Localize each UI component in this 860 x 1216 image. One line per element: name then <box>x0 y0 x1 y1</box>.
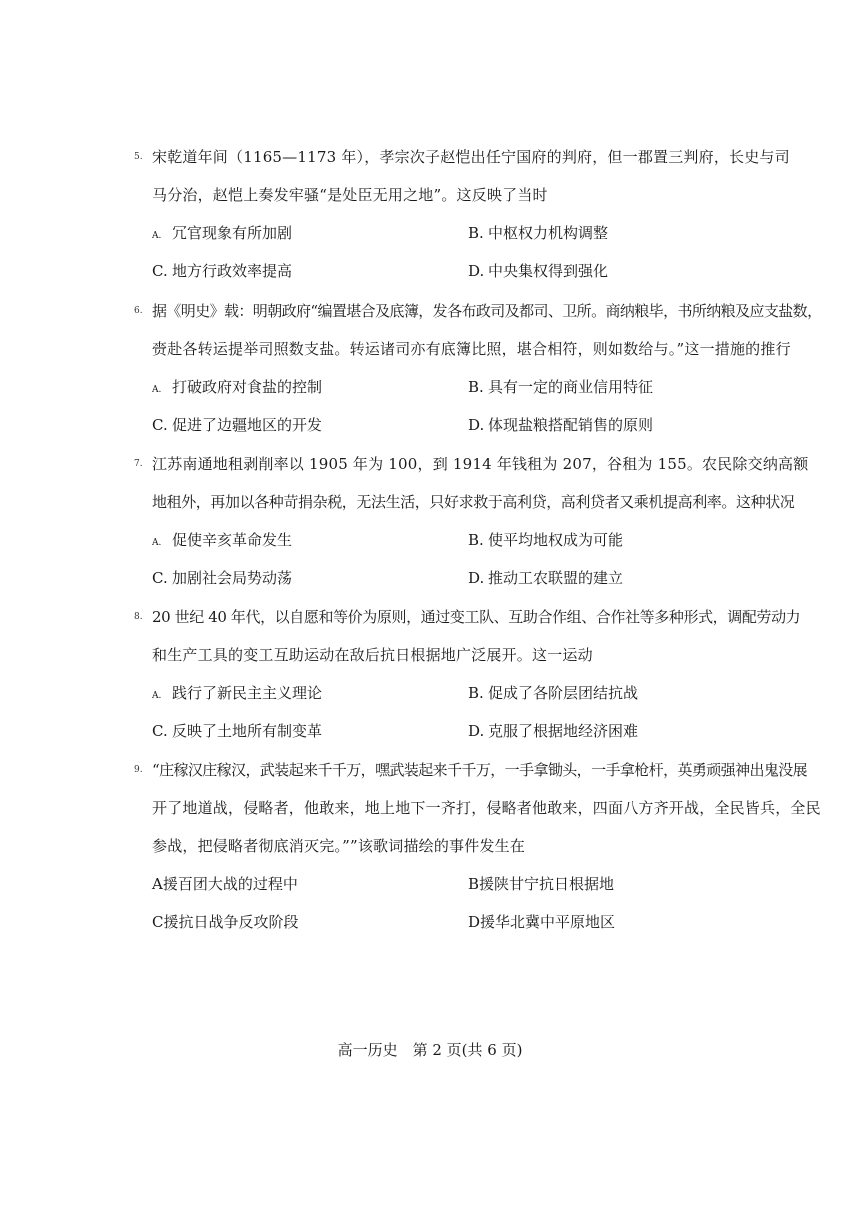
question-number: 5. <box>134 152 143 162</box>
options-grid <box>136 521 776 597</box>
option-text: 体现盐粮搭配销售的原则 <box>488 416 654 434</box>
option-letter: B. <box>468 684 484 702</box>
options-grid <box>136 214 776 290</box>
option-a[interactable] <box>152 214 292 252</box>
question-stem-line: 宋乾道年间（1165—1173 年），孝宗次子赵恺出任宁国府的判府，但一郡置三判府，长史与司 <box>152 148 790 166</box>
option-letter: B援 <box>468 875 495 893</box>
option-a[interactable] <box>152 521 292 559</box>
option-d[interactable] <box>468 406 653 444</box>
option-letter: A. <box>152 385 162 395</box>
option-text: 地方行政效率提高 <box>172 262 293 280</box>
options-grid <box>136 865 776 941</box>
option-text: 具有一定的商业信用特征 <box>488 378 654 396</box>
question-8 <box>134 598 801 750</box>
option-d[interactable] <box>468 559 623 597</box>
question-stem-line: 20 世纪 40 年代，以自愿和等价为原则，通过变工队、互助合作组、合作社等多种形式，调配劳动力 <box>152 608 801 626</box>
option-d[interactable] <box>468 252 608 290</box>
option-d[interactable] <box>468 712 638 750</box>
option-letter: C. <box>152 416 168 434</box>
question-7 <box>134 445 809 597</box>
option-c[interactable] <box>152 559 292 597</box>
option-letter: B. <box>468 531 484 549</box>
option-letter: C. <box>152 569 168 587</box>
option-text: 加剧社会局势动荡 <box>172 569 293 587</box>
option-text: 华北冀中平原地区 <box>495 913 616 931</box>
option-text: 打破政府对食盐的控制 <box>172 378 323 396</box>
option-text: 克服了根据地经济困难 <box>488 722 639 740</box>
option-b[interactable] <box>468 865 614 903</box>
option-a[interactable] <box>152 368 322 406</box>
question-number: 8. <box>134 612 143 622</box>
page-footer: 高一历史 第 2 页(共 6 页) <box>337 1041 523 1059</box>
option-text: 践行了新民主主义理论 <box>172 684 323 702</box>
question-stem-line: 和生产工具的变工互助运动在敌后抗日根据地广泛展开。这一运动 <box>152 646 593 664</box>
question-number: 7. <box>134 459 143 469</box>
question-stem-line: 马分治，赵恺上奏发牢骚“是处臣无用之地”。这反映了当时 <box>152 186 548 204</box>
option-c[interactable] <box>152 712 322 750</box>
option-letter: C. <box>152 262 168 280</box>
option-text: 抗日战争反攻阶段 <box>178 913 299 931</box>
option-letter: A援 <box>152 875 178 893</box>
option-b[interactable] <box>468 368 653 406</box>
option-text: 促使辛亥革命发生 <box>172 531 293 549</box>
option-letter: D援 <box>468 913 496 931</box>
option-text: 中枢权力机构调整 <box>488 224 609 242</box>
question-stem-line: 赍赴各转运提举司照数支盐。转运诸司亦有底簿比照，堪合相符，则如数给与。”这一措施的推行 <box>152 340 791 358</box>
option-letter: B. <box>468 224 484 242</box>
option-a[interactable] <box>152 674 322 712</box>
option-c[interactable] <box>152 252 292 290</box>
question-stem-line: 开了地道战，侵略者，他敢来，地上地下一齐打，侵略者他敢来，四面八方齐开战，全民皆兵，全民 <box>152 799 821 817</box>
option-d[interactable] <box>468 903 615 941</box>
question-stem-line: 据《明史》载：明朝政府“编置堪合及底簿，发各布政司及都司、卫所。商纳粮毕，书所纳粮及应支盐数， <box>152 302 822 320</box>
option-letter: A. <box>152 538 162 548</box>
question-stem-line: 江苏南通地租剥削率以 1905 年为 100，到 1914 年钱租为 207，谷租为 155。农民除交纳高额 <box>152 455 809 473</box>
option-text: 冗官现象有所加剧 <box>172 224 293 242</box>
option-letter: D. <box>468 569 485 587</box>
option-b[interactable] <box>468 674 638 712</box>
option-c[interactable] <box>152 903 299 941</box>
options-grid <box>136 674 776 750</box>
option-letter: C援 <box>152 913 179 931</box>
option-letter: D. <box>468 262 485 280</box>
option-text: 推动工农联盟的建立 <box>488 569 624 587</box>
option-letter: B. <box>468 378 484 396</box>
option-text: 促进了边疆地区的开发 <box>172 416 323 434</box>
option-letter: A. <box>152 231 162 241</box>
option-text: 中央集权得到强化 <box>488 262 609 280</box>
question-stem-line: 参战，把侵略者彻底消灭完。””该歌词描绘的事件发生在 <box>152 837 526 855</box>
option-letter: D. <box>468 722 485 740</box>
question-number: 6. <box>134 306 143 316</box>
option-a[interactable] <box>152 865 298 903</box>
question-stem-line: 地租外，再加以各种苛捐杂税，无法生活，只好求救于高利贷，高利贷者又乘机提高利率。这种状况 <box>152 493 795 511</box>
option-b[interactable] <box>468 521 623 559</box>
option-text: 百团大战的过程中 <box>177 875 298 893</box>
question-stem-line: “庄稼汉庄稼汉，武装起来千千万，嘿武装起来千千万，一手拿锄头，一手拿枪杆，英勇顽强神出鬼没展 <box>152 761 808 779</box>
option-c[interactable] <box>152 406 322 444</box>
option-text: 反映了土地所有制变革 <box>172 722 323 740</box>
question-number: 9. <box>134 765 143 775</box>
question-9 <box>134 751 821 941</box>
option-letter: A. <box>152 691 162 701</box>
question-5 <box>134 138 790 290</box>
option-text: 使平均地权成为可能 <box>488 531 624 549</box>
option-text: 促成了各阶层团结抗战 <box>488 684 639 702</box>
option-text: 陕甘宁抗日根据地 <box>494 875 615 893</box>
question-6 <box>134 292 822 444</box>
option-letter: D. <box>468 416 485 434</box>
option-b[interactable] <box>468 214 608 252</box>
option-letter: C. <box>152 722 168 740</box>
options-grid <box>136 368 776 444</box>
